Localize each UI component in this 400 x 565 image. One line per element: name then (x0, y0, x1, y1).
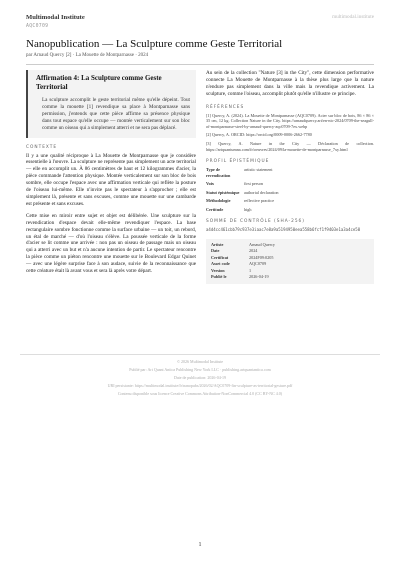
institute-name: Multimodal Institute (26, 14, 85, 21)
meta-value: 2024F09:0205 (249, 254, 274, 260)
references-list (206, 113, 374, 153)
meta-value: Arnaud Quercy (249, 241, 275, 247)
context-heading: CONTEXTE (26, 144, 58, 150)
meta-key: Date (211, 248, 220, 254)
context-paragraph-1: Il y a une qualité réciproque à La Mouette de Montparnasse que je considère essentielle à l'œuvre. La sculpture ne représente pas simplement un acte territorial — elle en accomplit un. À 86 centimètres de haut et 12 kilogrammes d'acier, la pièce commande l'attention physique. Montée verticalement sur son bloc de bois sombre, elle occupe l'espace avec une affirmation verticale qui reflète la posture de l'oiseau lui-même. Elle n'invite pas le spectateur à s'approcher ; elle est simplement là, présente et sans excuses, comme une mouette sur une cambarde est présente et sans excuses. (26, 152, 196, 207)
profile-row (206, 181, 374, 187)
profile-row (206, 198, 374, 204)
profile-value: first person (244, 181, 263, 187)
meta-key: Version (211, 267, 225, 273)
footer-publisher[interactable]: Publié par: Art Quant Antica Publishing New York LLC · publishing.artquantantica.com (129, 367, 271, 372)
profile-key: Statut épistémique (206, 189, 240, 195)
meta-value: 1 (249, 267, 252, 273)
epistemic-profile (206, 167, 374, 212)
meta-key: Asset code (211, 261, 230, 267)
profile-key: Type de revendication (206, 167, 231, 178)
profile-key: Méthodologie (206, 198, 231, 204)
profile-row (206, 207, 374, 213)
profile-row (206, 190, 374, 196)
profile-value: artistic statement (244, 167, 273, 173)
meta-key: Certificat (211, 254, 229, 260)
meta-value: 2024 (249, 248, 258, 254)
left-column (26, 70, 196, 280)
meta-row (211, 261, 369, 267)
reference-item[interactable]: [2] Quercy, A. ORCID: https://orcid.org/0009-0006-2662-7780 (206, 132, 312, 138)
right-column (206, 70, 374, 284)
page-number: 1 (198, 542, 202, 548)
meta-row (211, 274, 369, 280)
meta-value: AQC0709 (249, 261, 267, 267)
checksum-value: a4d4cc461cbb79c937e3iaac7e8a9a5194950eea558b6fcf1f9403e1a3a4ce50 (206, 227, 361, 233)
divider (26, 64, 374, 65)
meta-row (211, 268, 369, 274)
affirmation-quote: La sculpture accomplit le geste territorial même qu'elle dépeint. Tout comme la mouette [1] revendique sa place à Montparnasse sans permission, j'entends que cette pièce affirme sa présence physique dans tout espace qu'elle occupe — montée verticalement sur son bloc comme un oiseau qui a simplement atterri et ne sera pas déplacé. (42, 97, 190, 131)
epistemic-profile-heading: PROFIL ÉPISTÉMIQUE (206, 159, 270, 165)
asset-code: AQC0709 (26, 24, 49, 29)
footer-license: Contenu disponible sous licence Creative Commons Attribution-NonCommercial 4.0 (CC BY-NC 4.0) (117, 391, 283, 396)
collection-intro: Au sein de la collection "Nature [3] in the City", cette dimension performative connecte La Mouette de Montparnasse à la thèse plus large que la nature n'endure pas simplement dans la ville mais la revendique activement. La sculpture, comme l'oiseau, accomplit plutôt qu'elle n'illustre ce principe. (206, 70, 374, 97)
footer-copyright: © 2026 Multimodal Institute (176, 359, 224, 364)
footer-date: Date de publication: 2026-04-19 (173, 375, 227, 380)
reference-item[interactable]: [1] Quercy, A. (2024). La Mouette de Montparnasse (AQC0709). Acier sur bloc de bois, 86 × 86 × 35 cm, 12 kg. Collection Nature in the City. https://arnaudquercy.art/en-nic-2024/0709-the-seagull-of-montparnasse-steel-by-arnaud-quercy-aqc0709-7ex.webp (206, 112, 374, 129)
context-paragraph-2: Cette mise en miroir entre sujet et objet est délibérée. Une sculpture sur la revendication d'espace devait elle-même revendiquer l'espace. La base rectangulaire sombre fonctionne comme la surface urbaine — un toit, un rebord, un étal de marché — d'où l'oiseau s'élève. La poussée verticale de la forme d'acier se lit comme une arrivée : non pas un oiseau de passage mais un oiseau qui a atterri avec un but et n'a aucune intention de partir. Le spectateur rencontre la pièce comme un piéton rencontre une mouette sur le Boulevard Edgar Quinet — avec une légère surprise face à son audace, suivie de la reconnaissance que cette créature était là avant vous et sera là après votre départ. (26, 212, 196, 275)
meta-row (211, 248, 369, 254)
meta-value: 2026-04-19 (249, 274, 269, 280)
profile-value: high (244, 206, 252, 212)
profile-value: authorial declaration (244, 189, 279, 195)
meta-row (211, 255, 369, 261)
profile-key: Certitude (206, 206, 224, 212)
profile-key: Voix (206, 181, 214, 187)
reference-item[interactable]: [3] Quercy, A. Nature in the City — Déclaration de collection. https://artquantumna.com/fr/oeuvres/2024/09/la-mouette-de-montparnasse_7xy.html (206, 141, 374, 152)
meta-key: Publié le (211, 274, 227, 280)
references-heading: RÉFÉRENCES (206, 104, 245, 110)
page-header (26, 14, 374, 34)
footer-uri[interactable]: URI persistante: https://multimodal.institute/fr/nanopubs/2026/02/AQC0709-fin-sculpture-as-territorial-gesture.pdf (107, 383, 293, 388)
page-title: Nanopublication — La Sculpture comme Geste Territorial (26, 38, 283, 50)
affirmation-box (26, 70, 196, 138)
institute-url[interactable]: multimodal.institute (332, 14, 374, 20)
page-footer (20, 354, 380, 398)
affirmation-title: Affirmation 4: La Sculpture comme Geste Territorial (36, 74, 162, 91)
meta-row (211, 242, 369, 248)
metadata-box (206, 239, 374, 284)
profile-value: reflective practice (244, 198, 275, 204)
profile-row (206, 167, 374, 178)
meta-key: Artiste (211, 241, 224, 247)
byline: par Arnaud Quercy [2] · La Mouette de Montparnasse · 2024 (26, 53, 149, 58)
checksum-heading: SOMME DE CONTRÔLE (SHA-256) (206, 219, 305, 225)
